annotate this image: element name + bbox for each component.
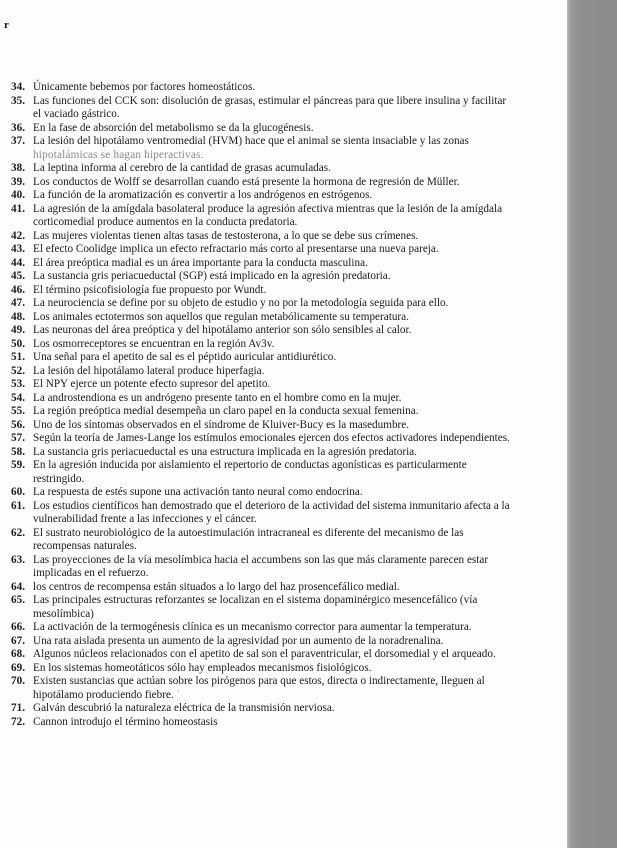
question-number: 34. <box>11 81 25 93</box>
question-text: El término psicofisiología fue propuesto por Wundt. <box>33 283 267 296</box>
question-list <box>11 81 511 729</box>
question-text: Las proyecciones de la vía mesolímbica hacia el accumbens son las que más claramente parecen estar implicadas en el refuerzo. <box>33 553 489 579</box>
question-item <box>11 527 511 554</box>
question-item <box>11 176 511 190</box>
question-number: 35. <box>11 94 25 107</box>
question-text: Los osmorreceptores se encuentran en la región Av3v. <box>33 337 275 350</box>
question-number: 62. <box>11 526 25 539</box>
question-text: Galván descubrió la naturaleza eléctrica de la transmisión nerviosa. <box>33 702 335 714</box>
question-text: Las neuronas del área preóptica y del hipotálamo anterior son sólo sensibles al calor. <box>33 324 412 336</box>
question-number: 38. <box>11 162 25 174</box>
question-text: La función de la aromatización es convertir a los andrógenos en estrógenos. <box>33 189 373 201</box>
question-text: La lesión del hipotálamo ventromedial (HVM) hace que el animal se sienta insaciable y las zonas <box>33 135 469 147</box>
question-text: La región preóptica medial desempeña un claro papel en la conducta sexual femenina. <box>33 405 419 417</box>
question-item <box>11 338 511 352</box>
question-number: 70. <box>11 675 25 687</box>
question-number: 60. <box>11 486 25 498</box>
question-text: los centros de recompensa están situados a lo largo del haz prosencefálico medial. <box>33 580 400 593</box>
question-text: Algunos núcleos relacionados con el apetito de sal son el paraventricular, el dorsomedial y el arqueado. <box>33 648 496 660</box>
question-text: El sustrato neurobiológico de la autoestimulación intracraneal es diferente del mecanismo de las recompensas naturales. <box>33 526 464 552</box>
question-number: 39. <box>11 175 25 188</box>
question-number: 64. <box>11 580 25 593</box>
question-text: La respuesta de estés supone una activación tanto neural como endocrina. <box>33 486 363 498</box>
question-item <box>11 135 511 162</box>
question-text: La leptina informa al cerebro de la cantidad de grasas acumuladas. <box>33 162 331 174</box>
question-number: 55. <box>11 405 25 417</box>
question-text: Una rata aislada presenta un aumento de la agresividad por un aumento de la noradrenalina. <box>33 634 444 647</box>
question-number: 44. <box>11 256 25 269</box>
question-item <box>11 378 511 392</box>
question-number: 47. <box>11 297 25 309</box>
question-number: 72. <box>11 715 25 728</box>
question-number: 49. <box>11 324 25 336</box>
question-item <box>11 432 511 446</box>
question-text: Según la teoría de James-Lange los estímulos emocionales ejercen dos efectos activadores independientes. <box>33 432 510 444</box>
question-item <box>11 716 511 730</box>
question-text: Las funciones del CCK son: disolución de grasas, estimular el páncreas para que libere insulina y facilitar el vaciado gástrico. <box>33 94 507 120</box>
question-item <box>11 189 511 203</box>
question-item <box>11 95 511 122</box>
question-item <box>11 635 511 649</box>
question-number: 36. <box>11 121 25 134</box>
question-text: Las mujeres violentas tienen altas tasas de testosterona, a lo que se debe sus crímenes. <box>33 229 419 242</box>
question-text: Uno de los síntomas observados en el síndrome de Kluiver-Bucy es la masedumbre. <box>33 418 410 431</box>
question-text-faded: hipotalámicas se hagan hiperactivas. <box>33 148 204 161</box>
question-item <box>11 284 511 298</box>
question-item <box>11 230 511 244</box>
question-item <box>11 702 511 716</box>
question-item <box>11 648 511 662</box>
question-text: El área preóptica madial es un área importante para la conducta masculina. <box>33 256 368 269</box>
question-item <box>11 270 511 284</box>
question-text: La lesión del hipotálamo lateral produce hiperfagia. <box>33 364 265 377</box>
question-number: 50. <box>11 337 25 350</box>
smudge-mark: ˙ <box>176 688 181 701</box>
question-text: Existen sustancias que actúan sobre los pirógenos para que estos, directa o indirectamente, lleguen al hipotálamo produciendo fiebre. <box>33 675 485 701</box>
scan-background-edge <box>567 0 617 848</box>
question-number: 53. <box>11 378 25 390</box>
question-item <box>11 419 511 433</box>
question-number: 66. <box>11 621 25 633</box>
question-number: 68. <box>11 648 25 660</box>
question-item <box>11 122 511 136</box>
question-text: La agresión de la amígdala basolateral produce la agresión afectiva mientras que la lesión de la amígdala corticomedial produce aumentos en la conducta predatoria. <box>33 202 503 228</box>
question-number: 69. <box>11 661 25 674</box>
question-text: En la fase de absorción del metabolismo se da la glucogénesis. <box>33 121 314 134</box>
question-item <box>11 662 511 676</box>
question-number: 65. <box>11 594 25 606</box>
question-text: Únicamente bebemos por factores homeostáticos. <box>33 81 256 93</box>
question-number: 54. <box>11 391 25 404</box>
question-number: 42. <box>11 229 25 242</box>
question-item <box>11 162 511 176</box>
question-text: En la agresión inducida por aislamiento el repertorio de conductas agonísticas es particularmente restringido. <box>33 459 467 485</box>
question-number: 51. <box>11 351 25 363</box>
question-text: La androstendiona es un andrógeno presente tanto en el hombre como en la mujer. <box>33 391 402 404</box>
question-text: La neurociencia se define por su objeto de estudio y no por la metodología seguida para ello. <box>33 297 449 309</box>
question-number: 61. <box>11 499 25 512</box>
question-number: 45. <box>11 270 25 282</box>
corner-mark: r <box>4 19 9 31</box>
question-item <box>11 243 511 257</box>
question-number: 59. <box>11 459 25 471</box>
question-item <box>11 297 511 311</box>
question-number: 56. <box>11 418 25 431</box>
question-item <box>11 203 511 230</box>
question-text: Los animales ectotermos son aquellos que regulan metabólicamente su temperatura. <box>33 310 409 323</box>
question-item <box>11 500 511 527</box>
question-item <box>11 446 511 460</box>
question-item <box>11 81 511 95</box>
question-text: La activación de la termogénesis clínica es un mecanismo corrector para aumentar la temperatura. <box>33 621 472 633</box>
question-text: El NPY ejerce un potente efecto supresor del apetito. <box>33 378 271 390</box>
question-item <box>11 459 511 486</box>
question-number: 67. <box>11 634 25 647</box>
question-text: El efecto Coolidge implica un efecto refractario más corto al presentarse una nueva pareja. <box>33 243 439 255</box>
question-text: La sustancia gris periacueductal es una estructura implicada en la agresión predatoria. <box>33 445 417 458</box>
question-item <box>11 594 511 621</box>
question-text: En los sistemas homeotáticos sólo hay empleados mecanismos fisiológicos. <box>33 661 372 674</box>
question-number: 57. <box>11 432 25 444</box>
question-number: 46. <box>11 283 25 296</box>
question-item <box>11 581 511 595</box>
question-number: 37. <box>11 135 25 147</box>
question-item <box>11 365 511 379</box>
question-text: Los conductos de Wolff se desarrollan cuando está presente la hormona de regresión de Müller. <box>33 175 460 188</box>
question-text: Los estudios científicos han demostrado que el deterioro de la actividad del sistema inmunitario afecta a la vulnerabilidad frente a las infecciones y el cáncer. <box>33 499 510 525</box>
question-number: 52. <box>11 364 25 377</box>
question-text: La sustancia gris periacueductal (SGP) está implicado en la agresión predatoria. <box>33 270 391 282</box>
question-number: 63. <box>11 553 25 566</box>
question-item <box>11 324 511 338</box>
question-text: Una señal para el apetito de sal es el péptido auricular antidiurético. <box>33 351 337 363</box>
question-number: 41. <box>11 202 25 215</box>
question-item <box>11 621 511 635</box>
question-text: Cannon introdujo el término homeostasis <box>33 715 218 728</box>
question-item <box>11 675 511 702</box>
question-number: 58. <box>11 445 25 458</box>
question-item <box>11 405 511 419</box>
question-item <box>11 311 511 325</box>
question-text: Las principales estructuras reforzantes se localizan en el sistema dopaminérgico mesencefálico (vía mesolímbica) <box>33 594 478 620</box>
question-number: 40. <box>11 189 25 201</box>
question-item <box>11 392 511 406</box>
question-item <box>11 554 511 581</box>
question-number: 48. <box>11 310 25 323</box>
question-number: 71. <box>11 702 25 714</box>
question-item <box>11 351 511 365</box>
question-item <box>11 486 511 500</box>
question-number: 43. <box>11 243 25 255</box>
question-item <box>11 257 511 271</box>
